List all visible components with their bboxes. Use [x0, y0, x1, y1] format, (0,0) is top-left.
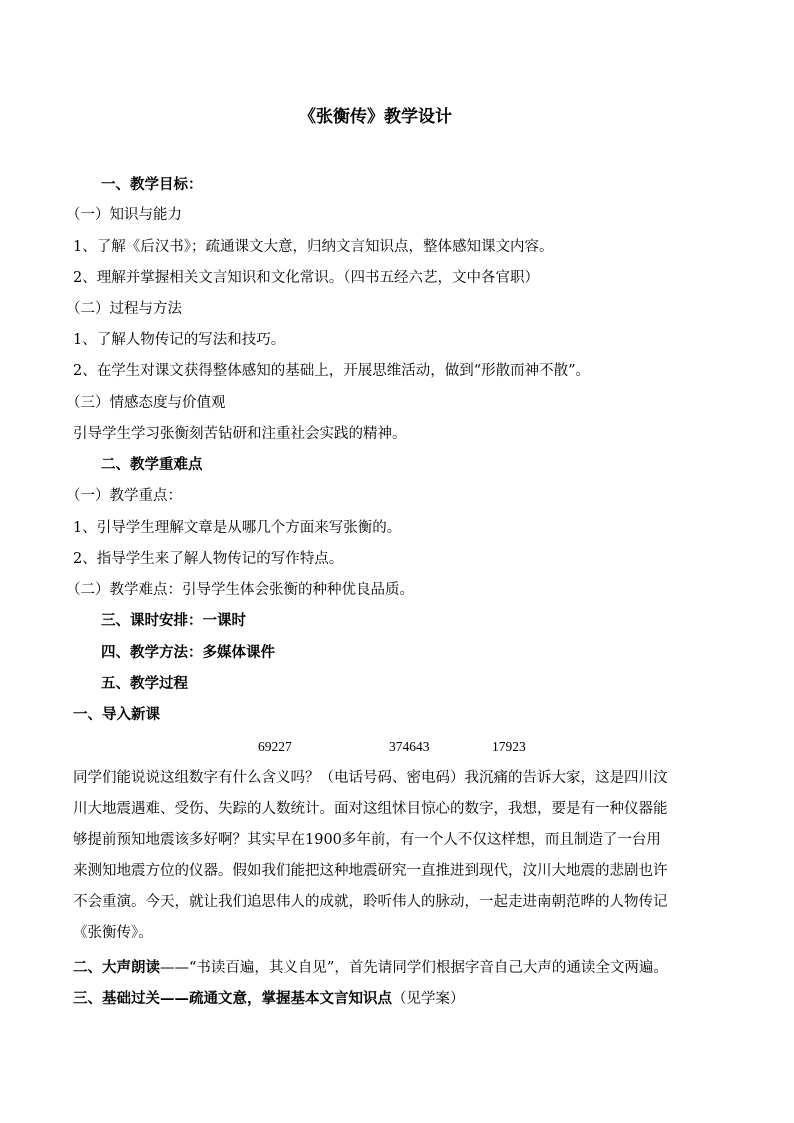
subsection-process: （二）过程与方法	[66, 301, 182, 317]
section-process-heading: 五、教学过程	[101, 675, 188, 692]
intro-line: 同学们能说说这组数字有什么含义吗？（电话号码、密电码）我沉痛的告诉大家，这是四川汶	[73, 770, 668, 786]
process-item-1: 1、了解人物传记的写法和技巧。	[73, 332, 286, 348]
step-basics	[73, 989, 465, 1009]
knowledge-item-2: 2、理解并掌握相关文言知识和文化常识。（四书五经六艺，文中各官职）	[73, 270, 539, 286]
step-intro-heading: 一、导入新课	[73, 706, 160, 723]
section-keypoints-heading: 二、教学重难点	[101, 456, 203, 473]
document-title: 《张衡传》教学设计	[299, 107, 452, 127]
statistic-number: 69227	[258, 739, 292, 754]
focus-item-1: 1、引导学生理解文章是从哪几个方面来写张衡的。	[73, 520, 402, 536]
subsection-emotion: （三）情感态度与价值观	[66, 395, 226, 411]
subsection-difficulty: （二）教学难点：引导学生体会张衡的种种优良品质。	[66, 582, 414, 598]
emotion-item: 引导学生学习张衡刻苦钻研和注重社会实践的精神。	[73, 426, 407, 442]
intro-line: 不会重演。今天，就让我们追思伟人的成就，聆听伟人的脉动，一起走进南朝范晔的人物传记	[73, 894, 668, 910]
intro-line: 来测知地震方位的仪器。假如我们能把这种地震研究一直推进到现代，汶川大地震的悲剧也许	[73, 863, 668, 879]
intro-paragraph	[73, 768, 725, 954]
subsection-knowledge: （一）知识与能力	[66, 207, 182, 223]
step-basics-heading: 三、基础过关——疏通文意，掌握基本文言知识点	[73, 990, 392, 1007]
subsection-focus: （一）教学重点：	[66, 488, 182, 504]
focus-item-2: 2、指导学生来了解人物传记的写作特点。	[73, 551, 344, 567]
step-basics-note: （见学案）	[392, 991, 465, 1007]
intro-line: 够提前预知地震该多好啊？其实早在1900多年前，有一个人不仅这样想，而且制造了一台用	[73, 832, 661, 848]
intro-line: 《张衡传》。	[73, 925, 153, 941]
statistic-number: 374643	[389, 739, 430, 754]
knowledge-item-1: 1、了解《后汉书》；疏通课文大意，归纳文言知识点，整体感知课文内容。	[73, 239, 554, 255]
process-item-2: 2、在学生对课文获得整体感知的基础上，开展思维活动，做到“形散而神不散”。	[73, 363, 591, 379]
step-reading-text: ——“书读百遍，其义自见”，首先请同学们根据字音自己大声的通读全文两遍。	[160, 960, 668, 976]
step-reading-heading: 二、大声朗读	[73, 959, 160, 976]
step-reading	[73, 958, 668, 978]
intro-line: 川大地震遇难、受伤、失踪的人数统计。面对这组怵目惊心的数字，我想，要是有一种仪器能	[73, 801, 668, 817]
section-method-heading: 四、教学方法：多媒体课件	[101, 644, 275, 661]
statistic-number: 17923	[492, 739, 526, 754]
section-schedule-heading: 三、课时安排：一课时	[101, 612, 246, 629]
section-objectives-heading: 一、教学目标：	[101, 176, 203, 193]
